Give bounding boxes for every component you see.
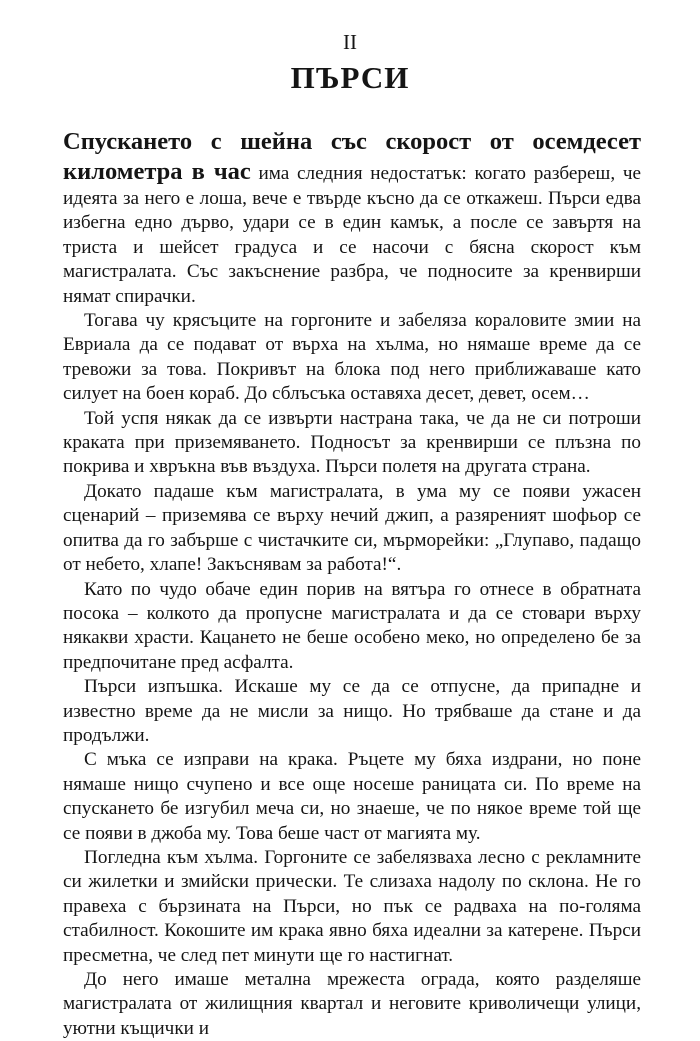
paragraph-9: До него имаше метална мрежеста ограда, която разделяше магистралата от жилищния квартал и неговите криволичещи улици, уютни къщички и [63, 969, 641, 1039]
paragraph-1 [63, 127, 641, 309]
paragraph-2: Тогава чу крясъците на горгоните и забеляза кораловите змии на Евриала да се подават от върха на хълма, но нямаше време да се тревожи за това. Покривът на блока под него приближаваше като силует на боен кораб. До сблъсъка оставяха десет, девет, осем… [63, 310, 641, 405]
paragraph-7: С мъка се изправи на крака. Ръцете му бяха издрани, но поне нямаше нищо счупено и все още носеше раницата си. По време на спускането бе изгубил меча си, но знаеше, че по някое време той ще се появи в джоба му. Това беше част от магията му. [63, 749, 641, 844]
paragraph-5: Като по чудо обаче един порив на вятъра го отнесе в обратната посока – колкото да пропусне магистралата и да се стовари върху някакви храсти. Кацането не беше особено меко, но определено бе за предпочитане пред асфалта. [63, 578, 641, 673]
paragraph-8: Погледна към хълма. Горгоните се забелязваха лесно с рекламните си жилетки и змийски прически. Те слизаха надолу по склона. Не го правеха с бързината на Пърси, но пък се радваха на по-голяма стабилност. Кокошите им крака явно бяха идеални за катерене. Пърси пресметна, че след пет минути ще го настигнат. [63, 846, 641, 966]
chapter-body [63, 124, 641, 1041]
paragraph-1-text: има следния недостатък: когато разбереш, че идеята за него е лоша, вече е твърде късно да се откажеш. Пърси едва избегна едно дърво, удари се в един камък, а после се завъртя на триста и шейсет градуса и се насочи с бясна скорост към магистралата. Със закъснение разбра, че подносите за кренвирши нямат спирачки. [63, 163, 641, 307]
paragraph-4: Докато падаше към магистралата, в ума му се появи ужасен сценарий – приземява се върху нечий джип, а разяреният шофьор се опитва да го забърше с чистачките си, мърморейки: „Глупаво, падащо от небето, хлапе! Закъснявам за работа!“. [63, 480, 641, 576]
paragraph-6: Пърси изпъшка. Искаше му се да се отпусне, да припадне и известно време да не мисли за нищо. Но трябваше да стане и да продължи. [63, 676, 641, 746]
chapter-number: II [343, 30, 357, 54]
chapter-title: ПЪРСИ [290, 60, 410, 95]
paragraph-3: Той успя някак да се извърти настрана така, че да не си потроши краката при приземяването. Подносът за кренвирши се плъзна по покрива и хвръкна във въздуха. Пърси полетя на другата страна. [63, 407, 641, 478]
lead-phrase: Спускането с шейна със скорост от осемдесет [63, 128, 641, 155]
lead-phrase-end: километра в час [63, 158, 251, 185]
